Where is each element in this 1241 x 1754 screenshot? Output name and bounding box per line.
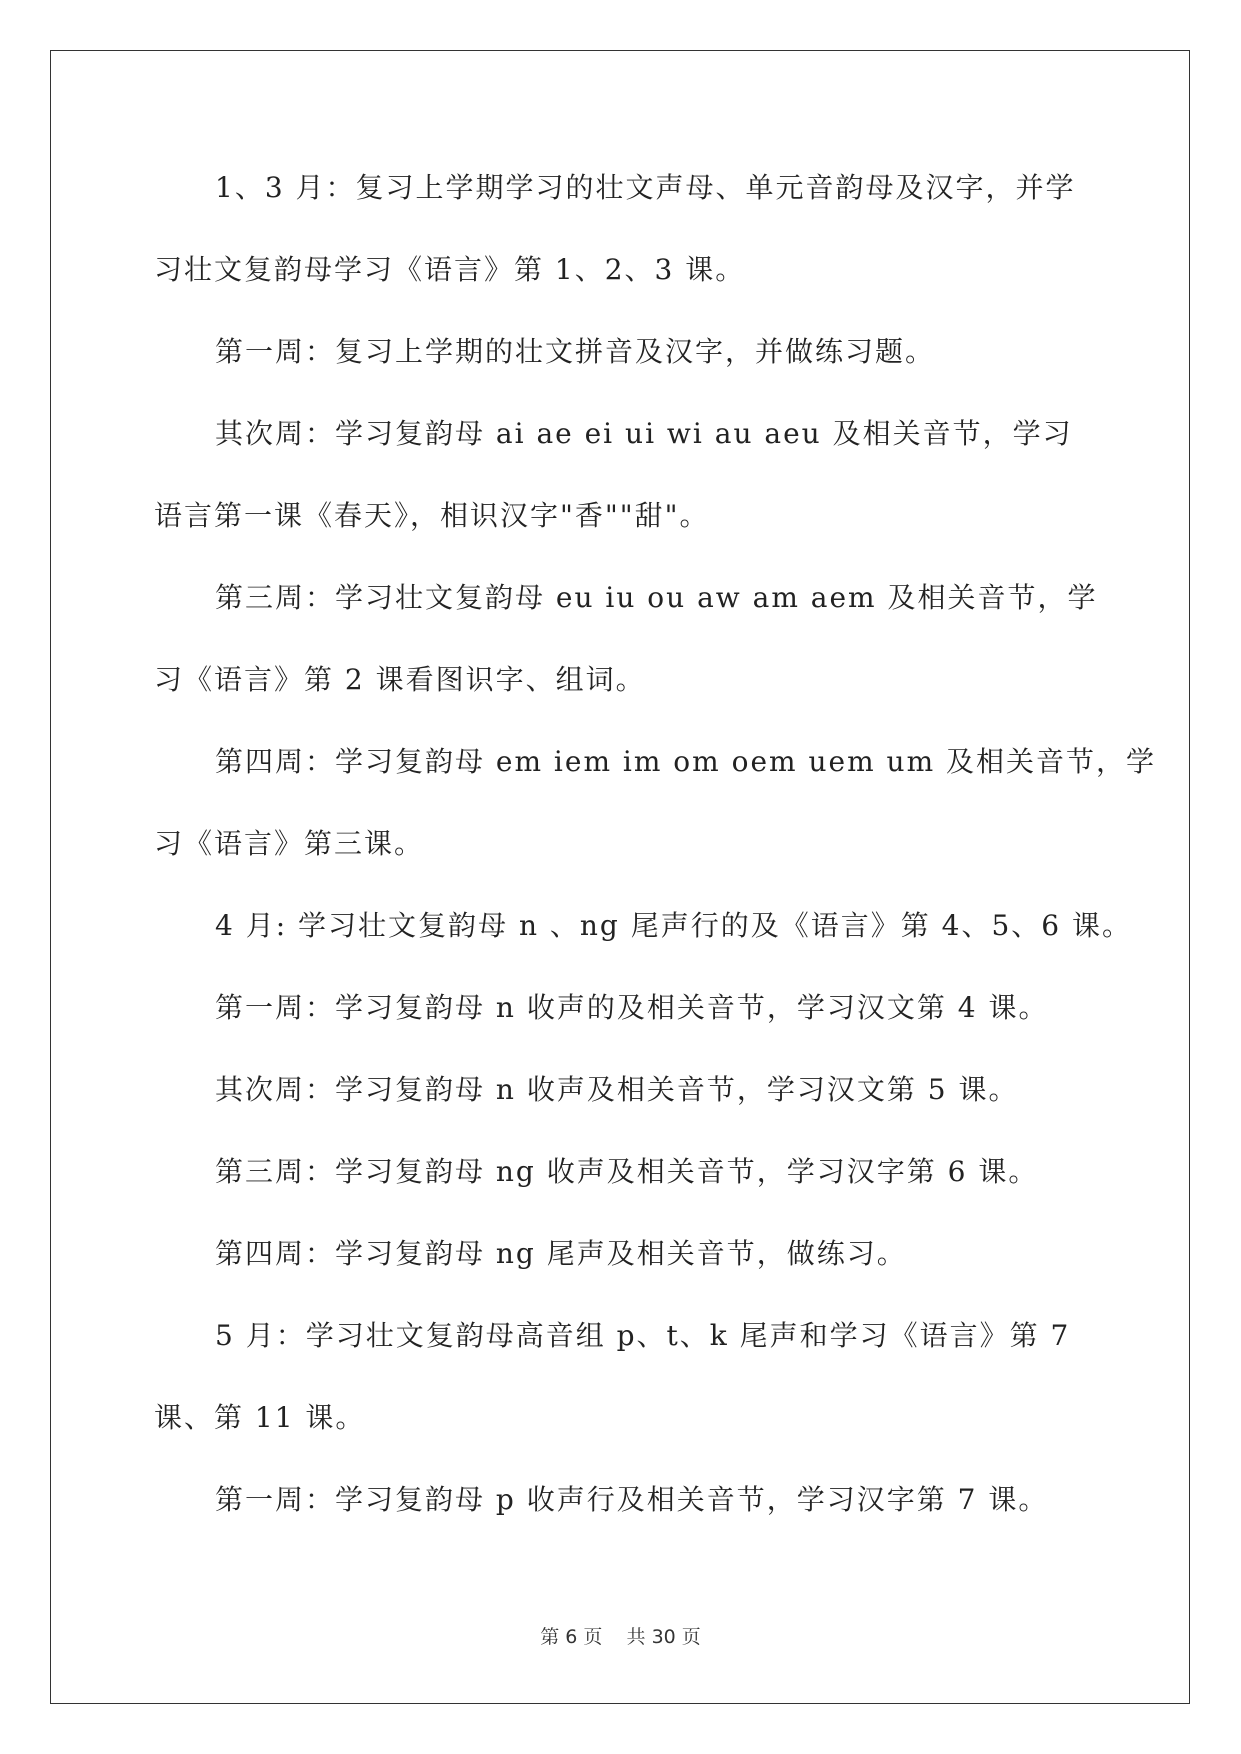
paragraph-line: 第三周：学习复韵母 ng 收声及相关音节，学习汉字第 6 课。 xyxy=(215,1155,1039,1188)
paragraph-line: 1、3 月：复习上学期学习的壮文声母、单元音韵母及汉字，并学 xyxy=(215,171,1076,204)
paragraph-line: 5 月：学习壮文复韵母高音组 p、t、k 尾声和学习《语言》第 7 xyxy=(215,1319,1071,1352)
paragraph-line: 第一周：学习复韵母 p 收声行及相关音节，学习汉字第 7 课。 xyxy=(215,1483,1049,1516)
paragraph-line: 第一周：复习上学期的壮文拼音及汉字，并做练习题。 xyxy=(215,335,936,368)
paragraph-line: 第三周：学习壮文复韵母 eu iu ou aw am aem 及相关音节，学 xyxy=(215,581,1098,614)
paragraph-line: 课、第 11 课。 xyxy=(154,1401,366,1434)
paragraph-line: 其次周：学习复韵母 n 收声及相关音节，学习汉文第 5 课。 xyxy=(215,1073,1019,1106)
page-footer: 第 6 页 共 30 页 xyxy=(540,1626,701,1648)
paragraph-line: 习壮文复韵母学习《语言》第 1、2、3 课。 xyxy=(154,253,746,286)
paragraph-line: 4 月: 学习壮文复韵母 n 、ng 尾声行的及《语言》第 4、5、6 课。 xyxy=(215,909,1132,942)
paragraph-line: 其次周：学习复韵母 ai ae ei ui wi au aeu 及相关音节，学习 xyxy=(215,417,1073,450)
paragraph-line: 第四周：学习复韵母 em iem im om oem uem um 及相关音节，学 xyxy=(215,745,1157,778)
paragraph-line: 第四周：学习复韵母 ng 尾声及相关音节，做练习。 xyxy=(215,1237,907,1270)
paragraph-line: 第一周：学习复韵母 n 收声的及相关音节，学习汉文第 4 课。 xyxy=(215,991,1049,1024)
document-body xyxy=(154,159,1157,1553)
paragraph-line: 语言第一课《春天》，相识汉字"香""甜"。 xyxy=(154,499,710,532)
paragraph-line: 习《语言》第三课。 xyxy=(154,827,425,860)
paragraph-line: 习《语言》第 2 课看图识字、组词。 xyxy=(154,663,646,696)
